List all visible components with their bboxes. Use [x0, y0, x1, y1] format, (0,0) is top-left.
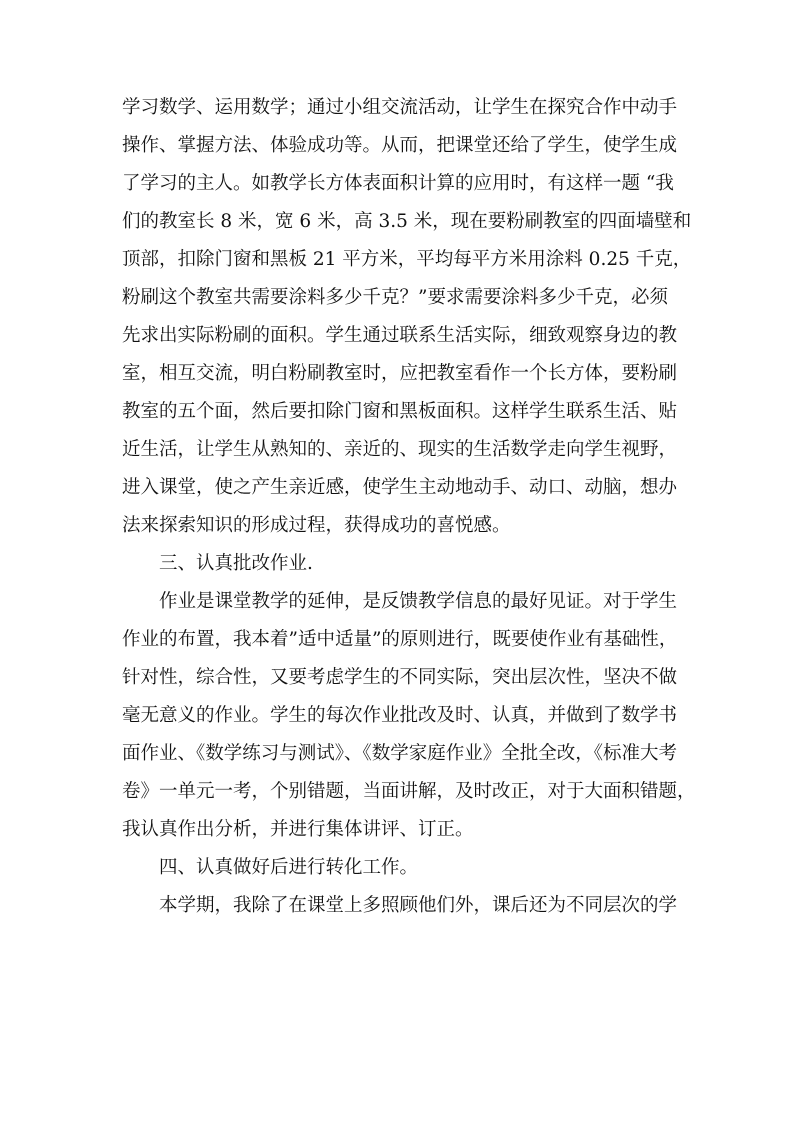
- text-line: 室，相互交流，明白粉刷教室时，应把教室看作一个长方体，要粉刷: [122, 363, 678, 384]
- text-line: 进入课堂，使之产生亲近感，使学生主动地动手、动口、动脑，想办: [122, 477, 678, 498]
- text-line: 毫无意义的作业。学生的每次作业批改及时、认真，并做到了数学书: [122, 705, 678, 726]
- text-line: 本学期，我除了在课堂上多照顾他们外，课后还为不同层次的学: [159, 895, 678, 916]
- text-line: 面作业、《数学练习与测试》、《数学家庭作业》全批全改，《标准大考: [122, 743, 678, 764]
- text-line: 作业的布置，我本着”适中适量”的原则进行，既要使作业有基础性，: [122, 629, 678, 650]
- text-line: 我认真作出分析，并进行集体讲评、订正。: [122, 819, 474, 840]
- text-line: 卷》一单元一考，个别错题，当面讲解，及时改正，对于大面积错题，: [122, 781, 696, 802]
- section-heading: 四、认真做好后进行转化工作。: [159, 857, 419, 878]
- text-line: 法来探索知识的形成过程，获得成功的喜悦感。: [122, 515, 511, 536]
- text-line: 粉刷这个教室共需要涂料多少千克？”要求需要涂料多少千克，必须: [122, 287, 668, 308]
- text-line: 操作、掌握方法、体验成功等。从而，把课堂还给了学生，使学生成: [122, 135, 678, 156]
- text-line: 教室的五个面，然后要扣除门窗和黑板面积。这样学生联系生活、贴: [122, 401, 678, 422]
- section-heading: 三、认真批改作业.: [159, 553, 313, 574]
- text-line: 顶部，扣除门窗和黑板 21 平方米，平均每平方米用涂料 0.25 千克，: [122, 249, 692, 270]
- text-line: 先求出实际粉刷的面积。学生通过联系生活实际，细致观察身边的教: [122, 325, 678, 346]
- text-line: 针对性，综合性，又要考虑学生的不同实际，突出层次性，坚决不做: [122, 667, 678, 688]
- text-line: 了学习的主人。如教学长方体表面积计算的应用时，有这样一题 “我: [122, 173, 674, 194]
- text-line: 们的教室长 8 米，宽 6 米，高 3.5 米，现在要粉刷教室的四面墙壁和: [122, 211, 692, 232]
- text-line: 作业是课堂教学的延伸，是反馈教学信息的最好见证。对于学生: [159, 591, 678, 612]
- text-line: 学习数学、运用数学；通过小组交流活动，让学生在探究合作中动手: [122, 97, 678, 118]
- text-line: 近生活，让学生从熟知的、亲近的、现实的生活数学走向学生视野，: [122, 439, 678, 460]
